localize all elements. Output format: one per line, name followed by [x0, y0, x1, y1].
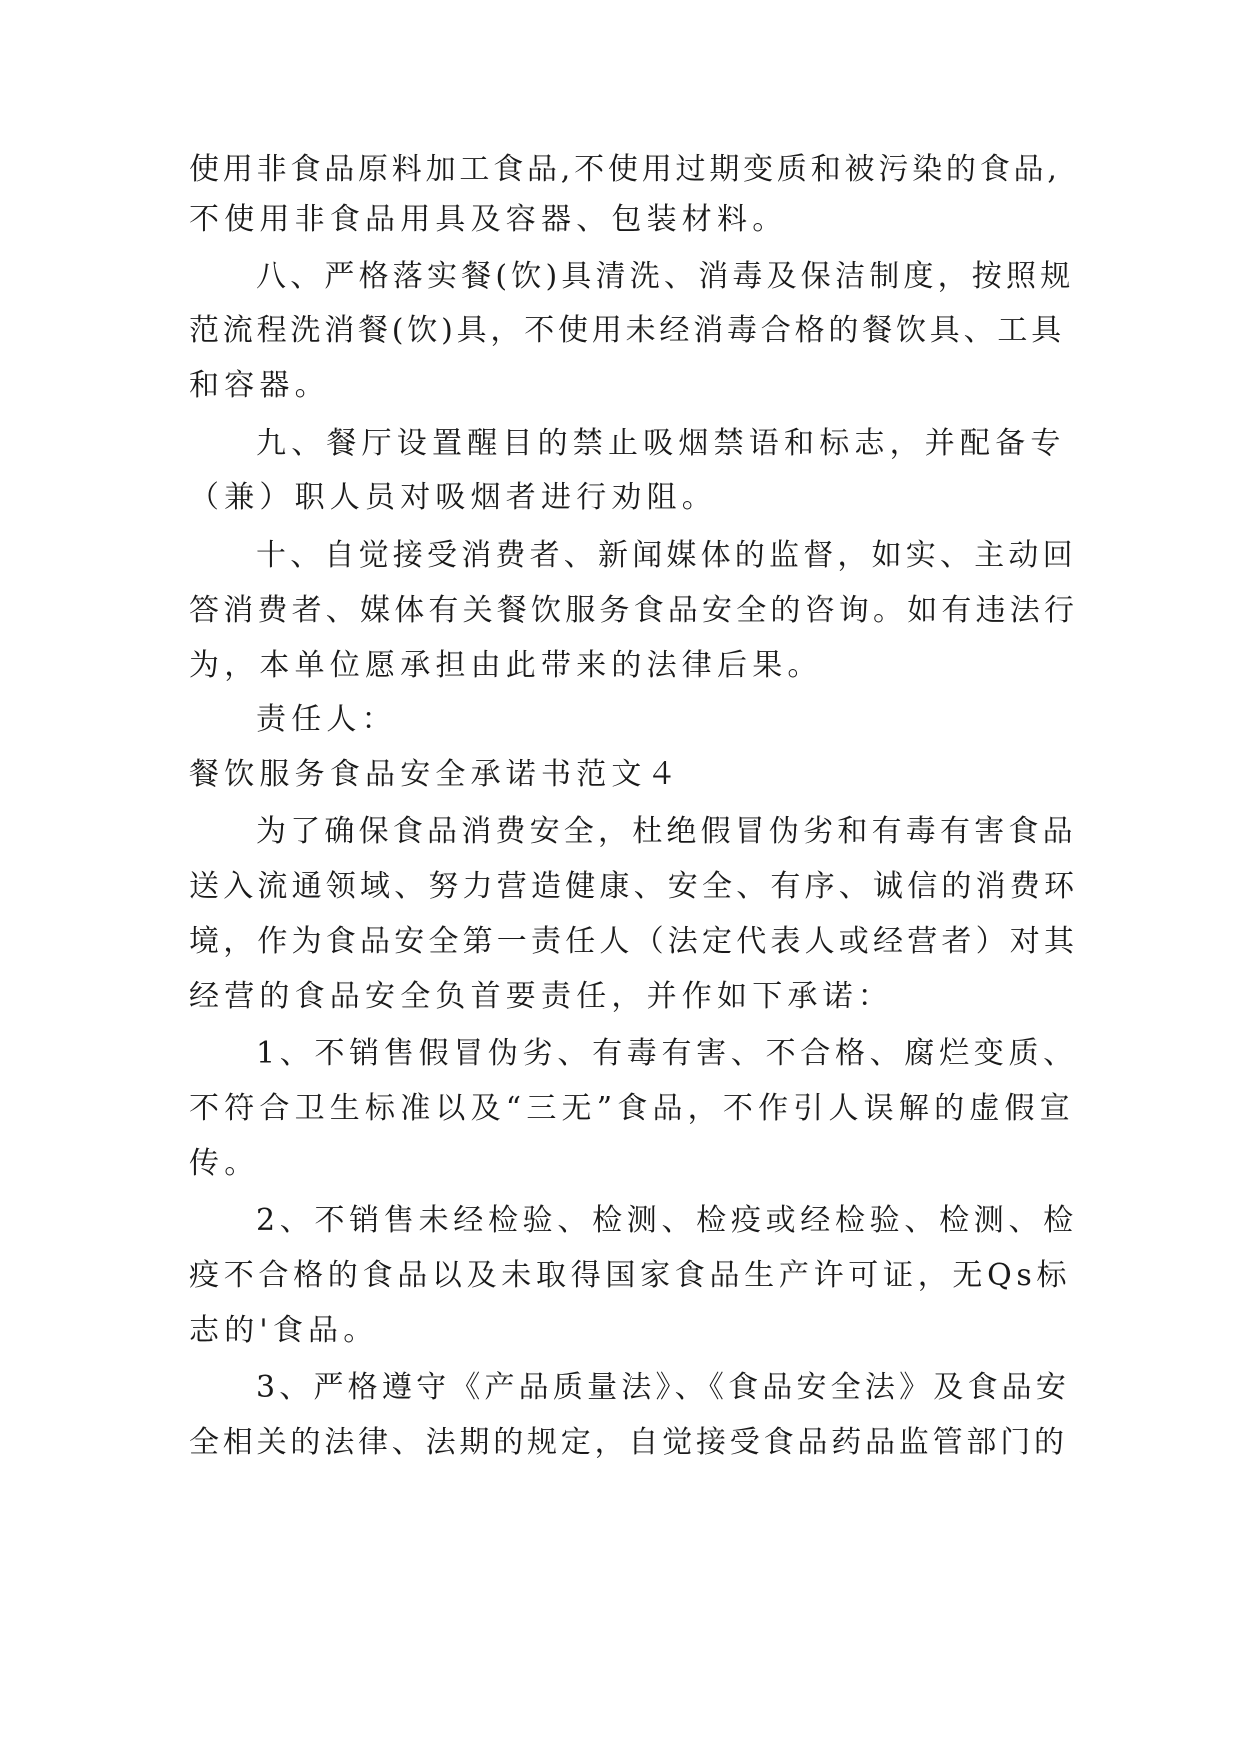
text-line: 不使用非食品用具及容器、包装材料。	[189, 202, 788, 237]
text-line: 八、严格落实餐(饮)具清洗、消毒及保洁制度，按照规	[256, 259, 1075, 294]
text-line: 志的'食品。	[189, 1313, 379, 1348]
text-line: 疫不合格的食品以及未取得国家食品生产许可证，无Qs标	[189, 1258, 1072, 1293]
text-line: 全相关的法律、法期的规定，自觉接受食品药品监管部门的	[189, 1425, 1068, 1460]
text-line: 责任人：	[256, 702, 397, 737]
text-line: 1、不销售假冒伪劣、有毒有害、不合格、腐烂变质、	[256, 1036, 1078, 1071]
text-line: 2、不销售未经检验、检测、检疫或经检验、检测、检	[256, 1203, 1078, 1238]
text-line: 传。	[189, 1146, 260, 1181]
text-line: 答消费者、媒体有关餐饮服务食品安全的咨询。如有违法行	[189, 593, 1079, 628]
text-line: 为了确保食品消费安全，杜绝假冒伪劣和有毒有害食品	[256, 814, 1077, 849]
text-line: 范流程洗消餐(饮)具，不使用未经消毒合格的餐饮具、工具	[189, 313, 1066, 348]
text-line: 不符合卫生标准以及“三无”食品，不作引人误解的虚假宣	[189, 1091, 1075, 1126]
text-line: 九、餐厅设置醒目的禁止吸烟禁语和标志，并配备专	[256, 426, 1066, 461]
text-line: 3、严格遵守《产品质量法》、《食品安全法》及食品安	[256, 1370, 1071, 1405]
text-line: 十、自觉接受消费者、新闻媒体的监督，如实、主动回	[256, 538, 1077, 573]
text-line: 和容器。	[189, 368, 330, 403]
text-line: 使用非食品原料加工食品,不使用过期变质和被污染的食品,	[189, 152, 1061, 187]
section-heading: 餐饮服务食品安全承诺书范文４	[189, 757, 682, 792]
text-line: （兼）职人员对吸烟者进行劝阻。	[189, 480, 717, 515]
text-line: 送入流通领域、努力营造健康、安全、有序、诚信的消费环	[189, 869, 1079, 904]
text-line: 经营的食品安全负首要责任，并作如下承诺：	[189, 979, 893, 1014]
text-line: 境，作为食品安全第一责任人（法定代表人或经营者）对其	[189, 924, 1079, 959]
text-line: 为，本单位愿承担由此带来的法律后果。	[189, 648, 823, 683]
